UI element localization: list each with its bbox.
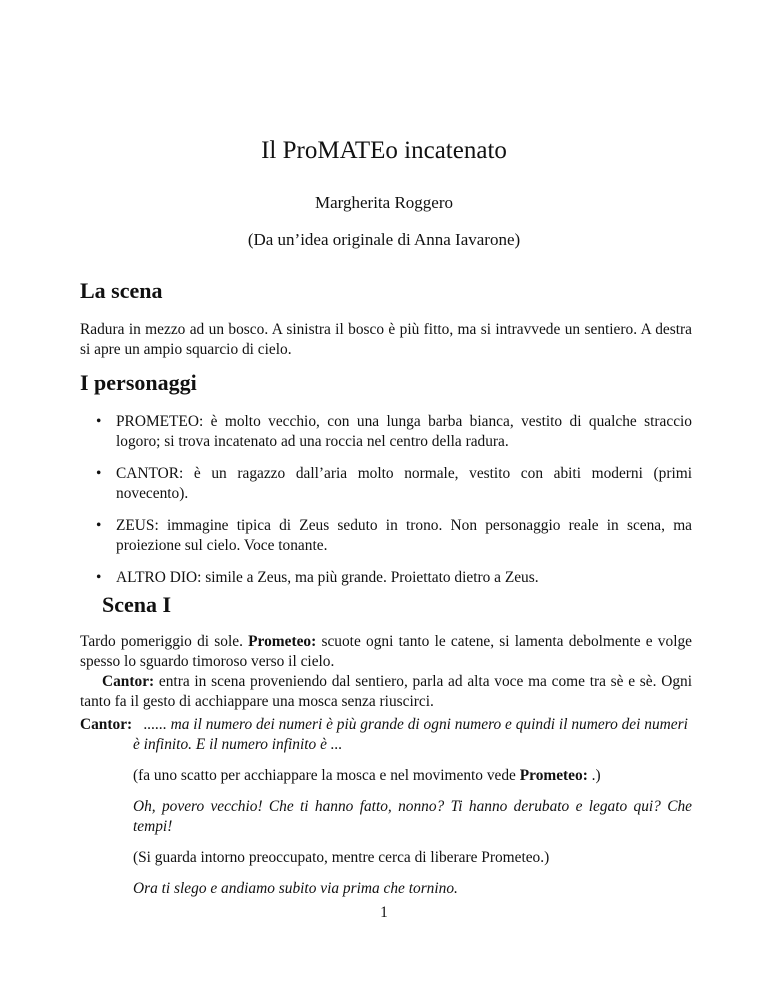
scena-paragraph: Radura in mezzo ad un bosco. A sinistra il bosco è più fitto, ma si intravvede un sentiero. A destra si apre un ampio squarcio di cielo.: [80, 321, 692, 358]
dialogue-line: Cantor: ...... ma il numero dei numeri è più grande di ogni numero e quindi il numero dei numeri è infinito. E il numero infinito è ...: [80, 716, 688, 753]
scene-paragraph-1: Tardo pomeriggio di sole. Prometeo: scuote ogni tanto le catene, si lamenta debolmente e volge spesso lo sguardo timoroso verso il cielo.: [80, 633, 692, 670]
scene-paragraph-2: Cantor: entra in scena proveniendo dal sentiero, parla ad alta voce ma come tra sè e sè. Ogni tanto fa il gesto di acchiappare una mosca senza riuscirci.: [80, 673, 692, 710]
list-item: • ALTRO DIO: simile a Zeus, ma più grande. Proiettato dietro a Zeus.: [96, 569, 539, 586]
list-item: • PROMETEO: è molto vecchio, con una lunga barba bianca, vestito di qualche straccio logoro; si trova incatenato ad una roccia nel centro della radura.: [96, 413, 692, 450]
section-heading-scena: La scena: [80, 278, 163, 303]
character-name: Prometeo:: [519, 767, 588, 784]
dialogue-block: [80, 715, 692, 899]
speaker-name: Cantor:: [80, 716, 133, 733]
stage-direction: (Si guarda intorno preoccupato, mentre cerca di liberare Prometeo.): [133, 849, 550, 866]
bullet-icon: •: [96, 413, 102, 430]
dialogue-line: Ora ti slego e andiamo subito via prima che tornino.: [133, 880, 458, 897]
character-list: [80, 412, 692, 600]
section-heading-scena-1: Scena I: [102, 592, 172, 617]
document-title: Il ProMATEo incatenato: [261, 137, 507, 164]
stage-direction: (fa uno scatto per acchiappare la mosca e nel movimento vede Prometeo: .): [133, 767, 601, 784]
bullet-icon: •: [96, 517, 102, 534]
character-name: Cantor:: [102, 673, 155, 690]
bullet-icon: •: [96, 569, 102, 586]
character-name: Prometeo:: [248, 633, 317, 650]
list-item: • CANTOR: è un ragazzo dall’aria molto normale, vestito con abiti moderni (primi novecento).: [96, 465, 692, 502]
section-heading-personaggi: I personaggi: [80, 370, 197, 395]
dialogue-line: Oh, povero vecchio! Che ti hanno fatto, nonno? Ti hanno derubato e legato qui? Che tempi!: [133, 798, 692, 835]
author-name: Margherita Roggero: [314, 193, 453, 212]
bullet-icon: •: [96, 465, 102, 482]
list-item: • ZEUS: immagine tipica di Zeus seduto in trono. Non personaggio reale in scena, ma proiezione sul cielo. Voce tonante.: [96, 517, 692, 554]
subtitle: (Da un’idea originale di Anna Iavarone): [247, 230, 521, 249]
page-number: 1: [380, 904, 388, 921]
